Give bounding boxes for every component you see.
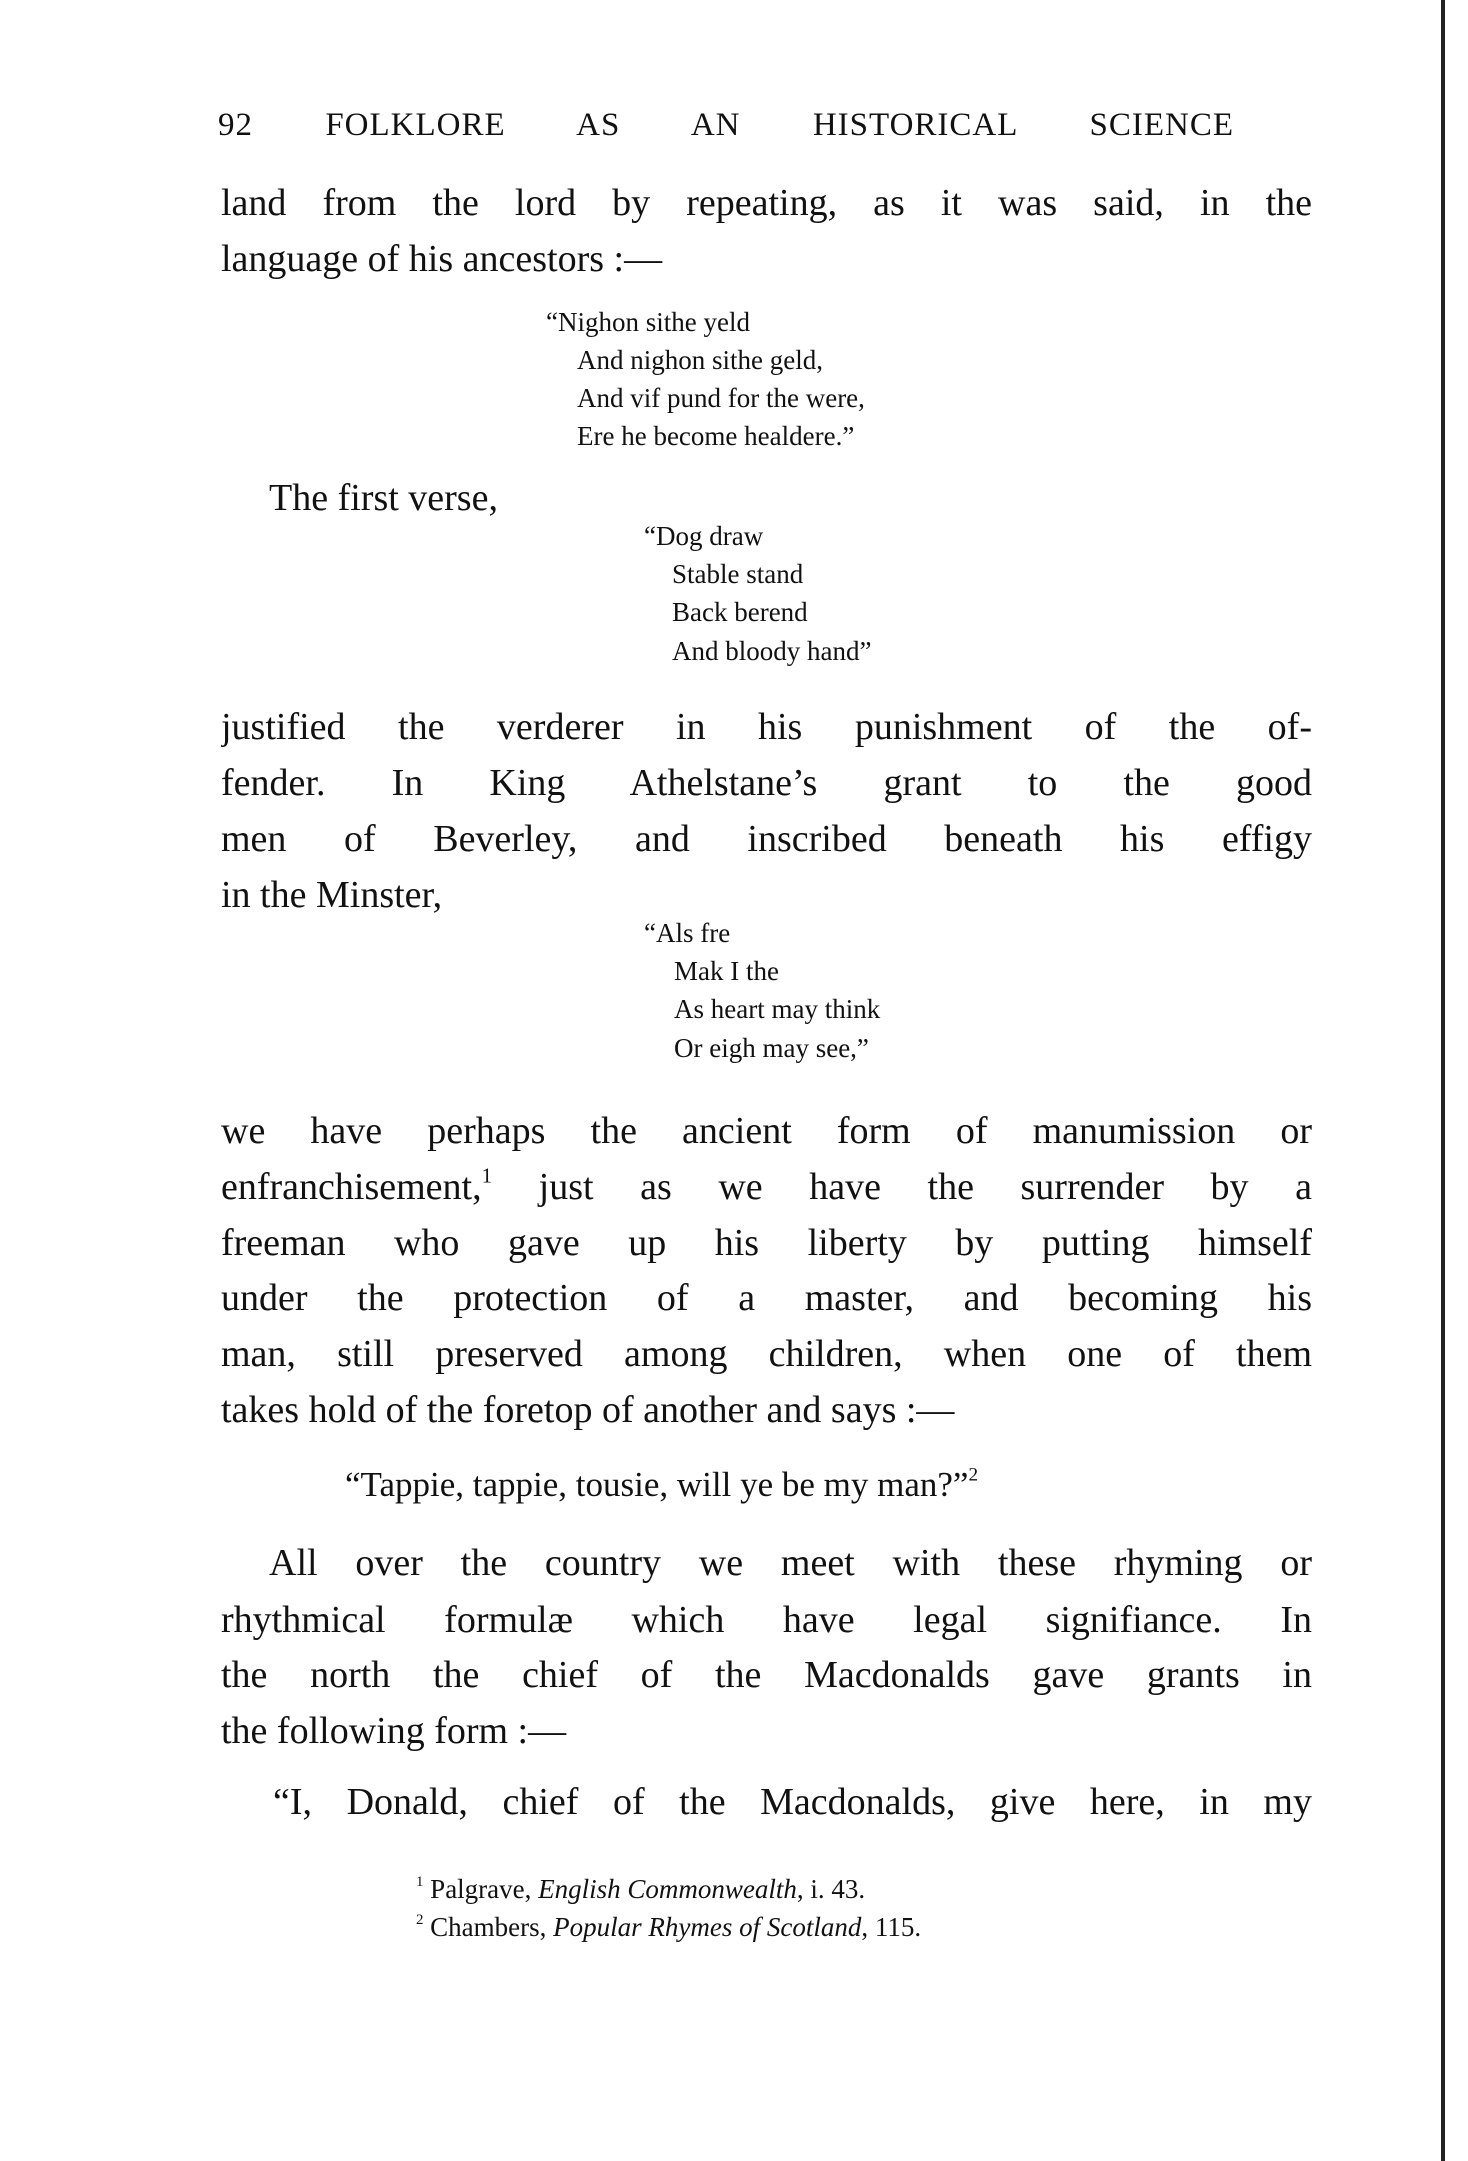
footnote [416, 1908, 921, 1946]
text-line: justified the verderer in his punishment of the of- [221, 706, 1312, 748]
verse-line: And nighon sithe geld, [577, 345, 823, 375]
text-line: in the Minster, [221, 874, 443, 916]
footnote-title: English Commonwealth [538, 1874, 797, 1904]
text-fragment: enfranchisement, [221, 1166, 482, 1208]
footnote-ref: 1 [481, 1163, 493, 1188]
text-line: under the protection of a master, and becoming his [221, 1277, 1312, 1319]
running-title: FOLKLORE AS AN HISTORICAL SCIENCE [325, 107, 1235, 143]
footnote-ref-page: , 115. [861, 1912, 922, 1942]
text-fragment: just as we have the surrender by a [492, 1166, 1312, 1208]
footnote-number: 2 [416, 1912, 424, 1929]
verse-line: Stable stand [672, 559, 804, 589]
text-line: men of Beverley, and inscribed beneath his effigy [221, 818, 1312, 860]
text-line: the north the chief of the Macdonalds gave grants in [221, 1654, 1312, 1696]
verse-line: As heart may think [674, 994, 881, 1024]
verse-line: And vif pund for the were, [577, 383, 865, 413]
page-number: 92 [218, 107, 253, 143]
verse-line: And bloody hand” [672, 636, 872, 666]
footnote [416, 1870, 865, 1908]
text-line: the following form :— [221, 1710, 567, 1752]
verse-line: “Als fre [644, 918, 731, 948]
text-line: man, still preserved among children, when one of them [221, 1333, 1312, 1375]
footnote-ref-page: , i. 43. [796, 1874, 866, 1904]
quoted-rhyme [345, 1457, 978, 1513]
text-line: All over the country we meet with these rhyming or [269, 1542, 1312, 1584]
text-line: The first verse, [269, 477, 498, 519]
running-header [218, 97, 1234, 153]
verse-line: Ere he become healdere.” [577, 421, 855, 451]
verse-line: Mak I the [674, 956, 779, 986]
quote-text: “Tappie, tappie, tousie, will ye be my man?” [345, 1465, 969, 1504]
footnote-author: Chambers, [430, 1912, 554, 1942]
text-line: language of his ancestors :— [221, 238, 663, 280]
text-line: we have perhaps the ancient form of manumission or [221, 1110, 1312, 1152]
footnote-title: Popular Rhymes of Scotland [553, 1912, 862, 1942]
text-line: land from the lord by repeating, as it was said, in the [221, 182, 1312, 224]
footnote-ref: 2 [968, 1464, 979, 1486]
text-line [221, 1159, 1312, 1215]
text-line: takes hold of the foretop of another and says :— [221, 1389, 955, 1431]
footnote-number: 1 [416, 1874, 424, 1891]
verse-line: “Nighon sithe yeld [546, 307, 750, 337]
text-line: “I, Donald, chief of the Macdonalds, give here, in my [273, 1781, 1312, 1823]
text-line: freeman who gave up his liberty by putting himself [221, 1222, 1312, 1264]
page-edge-shadow [1441, 0, 1445, 2161]
footnote-author: Palgrave, [430, 1874, 539, 1904]
verse-line: Or eigh may see,” [674, 1033, 869, 1063]
verse-line: Back berend [672, 597, 808, 627]
text-line: rhythmical formulæ which have legal signifiance. In [221, 1599, 1312, 1641]
verse-line: “Dog draw [644, 521, 764, 551]
text-line: fender. In King Athelstane’s grant to the good [221, 762, 1312, 804]
